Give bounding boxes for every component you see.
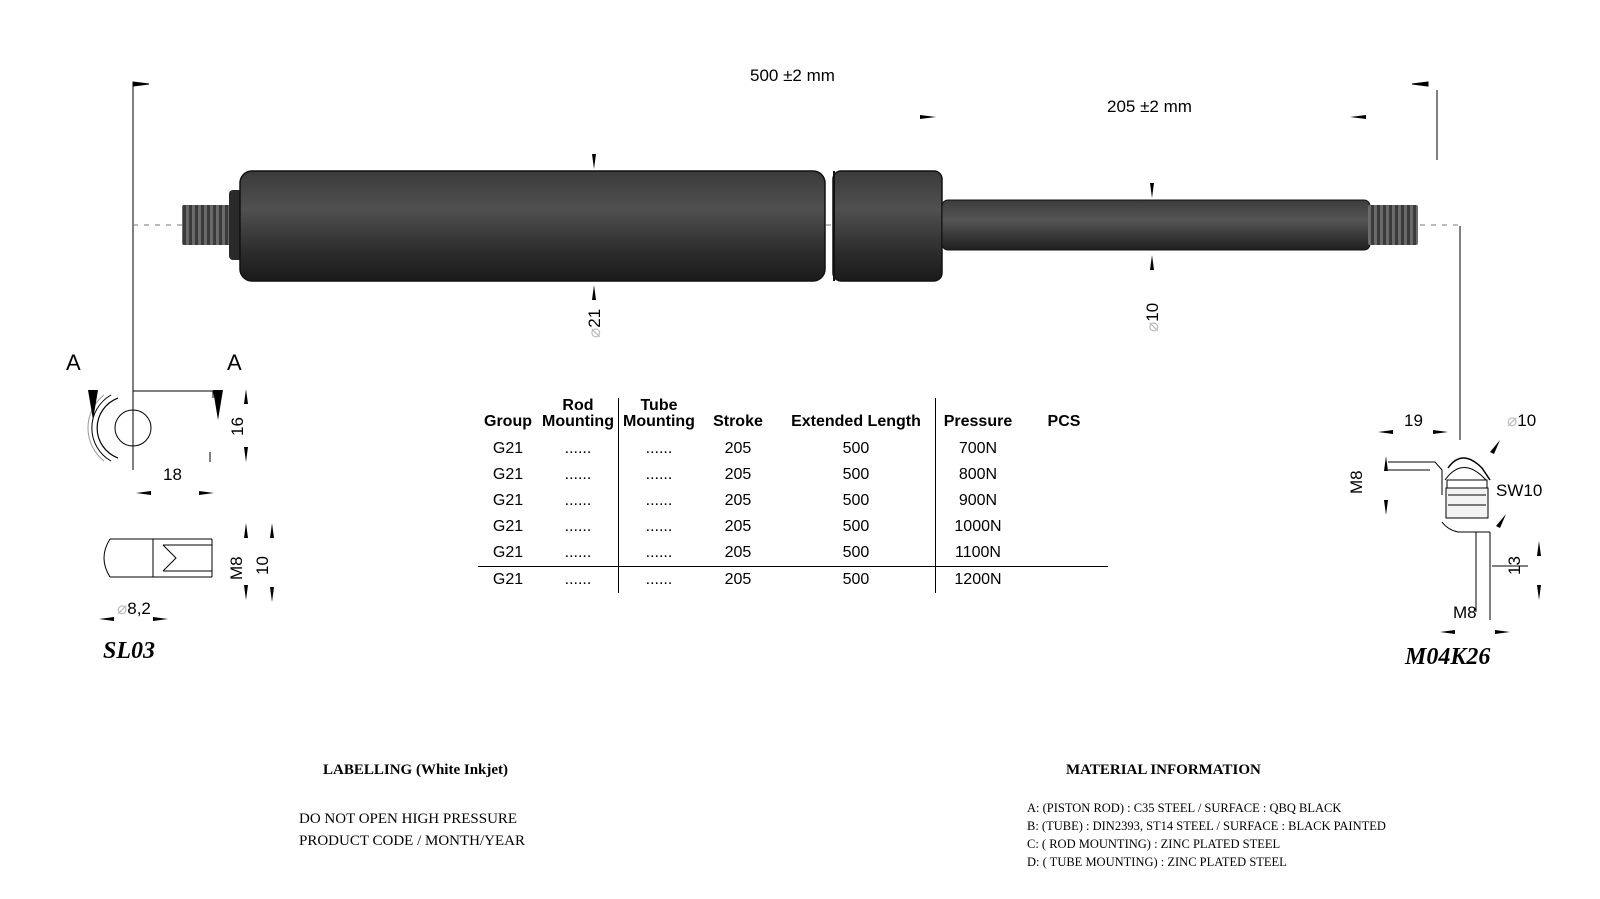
- header-tube-mounting: Tube Mounting: [618, 398, 699, 436]
- table-header-row: [478, 398, 1108, 436]
- left-depth-dim: 10: [253, 556, 272, 575]
- header-pressure: Pressure: [935, 398, 1020, 436]
- material-line-c: C: ( ROD MOUNTING) : ZINC PLATED STEEL: [1027, 837, 1281, 851]
- material-line-a: A: (PISTON ROD) : C35 STEEL / SURFACE : QBQ BLACK: [1027, 801, 1342, 815]
- gas-spring: [182, 171, 1418, 281]
- left-width-dim: 18: [163, 465, 182, 484]
- table-row: G21 ...... ...... 205 500 1200N: [478, 567, 1108, 594]
- tube: [240, 171, 825, 281]
- diameter-icon: ⌀: [1507, 411, 1518, 430]
- table-row: G21 ...... ...... 205 500 1000N: [478, 514, 1108, 540]
- table-row: G21 ...... ...... 205 500 800N: [478, 462, 1108, 488]
- left-height-dim: 16: [228, 417, 247, 436]
- labelling-title: LABELLING (White Inkjet): [323, 762, 509, 778]
- rod-diameter-label: ⌀10: [1143, 302, 1162, 332]
- table-row: G21 ...... ...... 205 500 700N: [478, 436, 1108, 462]
- right-thread: [1368, 205, 1418, 245]
- labelling-line-1: DO NOT OPEN HIGH PRESSURE: [299, 811, 518, 827]
- left-hole-dim: ⌀8,2: [117, 599, 151, 618]
- table-row: G21 ...... ...... 205 500 1100N: [478, 540, 1108, 567]
- diameter-icon: ⌀: [1143, 321, 1162, 332]
- tube-collar: [833, 171, 942, 281]
- header-group: Group: [484, 413, 532, 430]
- section-label-left: A: [66, 350, 81, 375]
- header-pcs: PCS: [1047, 413, 1081, 430]
- piston-rod: [942, 200, 1370, 250]
- material-line-b: B: (TUBE) : DIN2393, ST14 STEEL / SURFACE : BLACK PAINTED: [1027, 819, 1386, 833]
- stroke-length-label: 205 ±2 mm: [1107, 97, 1192, 116]
- right-length-dim: 13: [1505, 556, 1524, 575]
- section-label-right: A: [227, 350, 242, 375]
- right-ball-dim: ⌀10: [1507, 411, 1537, 430]
- right-thread-bottom-dim: M8: [1453, 603, 1477, 622]
- right-width-dim: 19: [1404, 411, 1423, 430]
- right-fitting-code: M04K26: [1405, 644, 1491, 670]
- diameter-icon: ⌀: [117, 599, 128, 618]
- material-line-d: D: ( TUBE MOUNTING) : ZINC PLATED STEEL: [1027, 855, 1287, 869]
- table-row: G21 ...... ...... 205 500 900N: [478, 488, 1108, 514]
- right-wrench-dim: SW10: [1496, 481, 1543, 500]
- right-thread-top-dim: M8: [1347, 470, 1366, 494]
- header-extended-length: Extended Length: [791, 413, 921, 430]
- specification-table: [478, 398, 1108, 593]
- tube-diameter-label: ⌀21: [585, 308, 604, 338]
- left-thread: [182, 205, 232, 245]
- header-rod-mounting: Rod Mounting: [542, 397, 614, 430]
- diameter-icon: ⌀: [585, 327, 604, 338]
- material-title: MATERIAL INFORMATION: [1066, 762, 1261, 778]
- left-thread-dim: M8: [227, 556, 246, 580]
- left-fitting-code: SL03: [103, 638, 156, 664]
- labelling-line-2: PRODUCT CODE / MONTH/YEAR: [299, 833, 525, 849]
- header-stroke: Stroke: [713, 413, 763, 430]
- overall-length-label: 500 ±2 mm: [750, 66, 835, 85]
